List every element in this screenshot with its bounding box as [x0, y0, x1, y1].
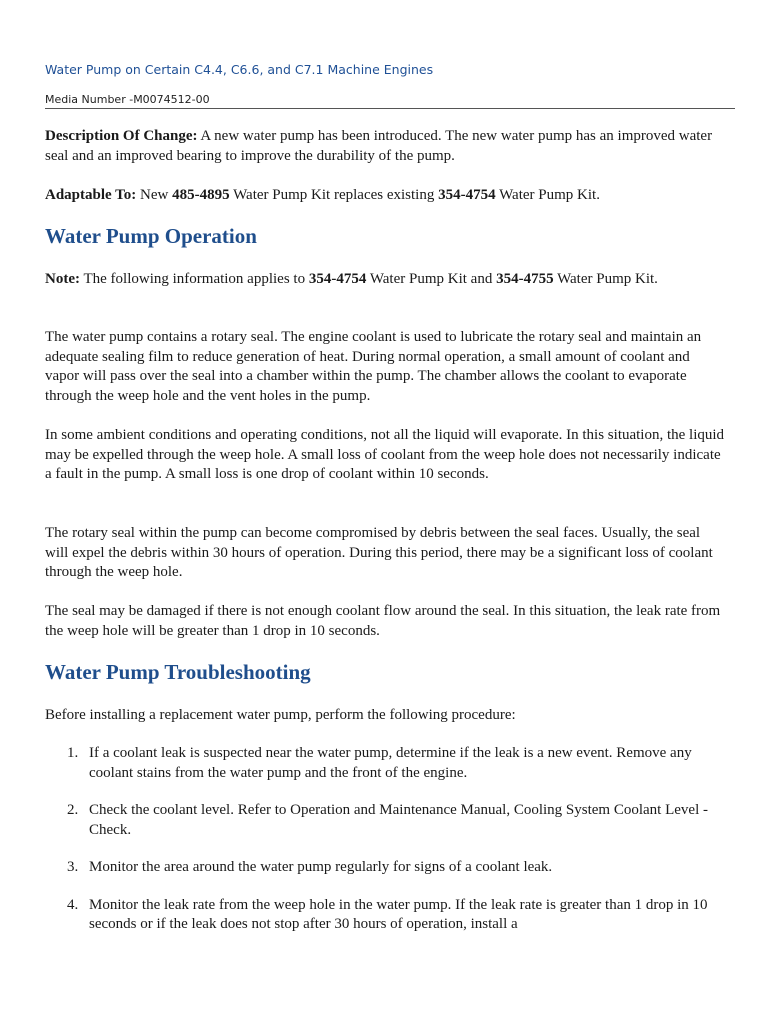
- paragraph: The seal may be damaged if there is not enough coolant flow around the seal. In this situation, the leak rate from the weep hole will be greater than 1 drop in 10 seconds.: [45, 603, 721, 639]
- adaptable-label: Adaptable To:: [45, 187, 137, 203]
- section-heading-troubleshooting: Water Pump Troubleshooting: [45, 660, 311, 684]
- part-number: 485-4895: [172, 187, 230, 203]
- step-number: 3.: [67, 859, 79, 875]
- part-number: 354-4755: [496, 271, 554, 287]
- step-text: Check the coolant level. Refer to Operation and Maintenance Manual, Cooling System Coolant Level - Check.: [89, 802, 708, 838]
- document-title: Water Pump on Certain C4.4, C6.6, and C7.1 Machine Engines: [45, 62, 434, 77]
- step-text: If a coolant leak is suspected near the water pump, determine if the leak is a new event. Remove any coolant stains from the water pump and the front of the engine.: [89, 745, 692, 781]
- paragraph: In some ambient conditions and operating conditions, not all the liquid will evaporate. In this situation, the liquid may be expelled through the weep hole. A small loss of coolant from the weep hole does not necessarily indicate a fault in the pump. A small loss is one drop of coolant within 10 seconds.: [45, 427, 725, 482]
- list-item: [45, 801, 725, 840]
- step-text: Monitor the area around the water pump regularly for signs of a coolant leak.: [89, 859, 553, 875]
- note-text: Water Pump Kit.: [553, 271, 658, 287]
- note-text: Water Pump Kit and: [366, 271, 497, 287]
- list-item: [45, 744, 725, 783]
- description-text: A new water pump has been introduced. The new water pump has an improved water seal and an improved bearing to improve the durability of the pump.: [45, 128, 713, 164]
- part-number: 354-4754: [438, 187, 496, 203]
- step-number: 2.: [67, 802, 79, 818]
- adaptable-text: New: [136, 187, 173, 203]
- description-label: Description Of Change:: [45, 128, 198, 144]
- note-paragraph: [45, 270, 725, 290]
- section-heading-operation: Water Pump Operation: [45, 224, 257, 248]
- procedure-steps: [45, 744, 725, 953]
- note-text: The following information applies to: [79, 271, 309, 287]
- paragraph: The water pump contains a rotary seal. The engine coolant is used to lubricate the rotary seal and maintain an adequate sealing film to reduce generation of heat. During normal operation, a small amount of coolant and vapor will pass over the seal into a chamber within the pump. The chamber allows the coolant to evaporate through the weep hole and the vent holes in the pump.: [45, 329, 702, 404]
- media-number: Media Number -M0074512-00: [45, 93, 735, 109]
- step-number: 1.: [67, 745, 79, 761]
- list-item: [45, 858, 725, 878]
- adaptable-text: Water Pump Kit replaces existing: [229, 187, 439, 203]
- step-text: Monitor the leak rate from the weep hole in the water pump. If the leak rate is greater than 1 drop in 10 seconds or if the leak does not stop after 30 hours of operation, install a: [89, 896, 708, 932]
- list-item: [45, 896, 725, 935]
- adaptable-text: Water Pump Kit.: [495, 187, 600, 203]
- step-number: 4.: [67, 896, 79, 913]
- adaptable-to: [45, 186, 725, 206]
- paragraph: The rotary seal within the pump can become compromised by debris between the seal faces. Usually, the seal will expel the debris within 30 hours of operation. During this period, there may be a significant loss of coolant through the weep hole.: [45, 525, 713, 580]
- part-number: 354-4754: [308, 271, 367, 287]
- note-label: Note:: [45, 271, 80, 287]
- description-of-change: [45, 127, 725, 166]
- troubleshooting-intro: Before installing a replacement water pump, perform the following procedure:: [45, 707, 516, 723]
